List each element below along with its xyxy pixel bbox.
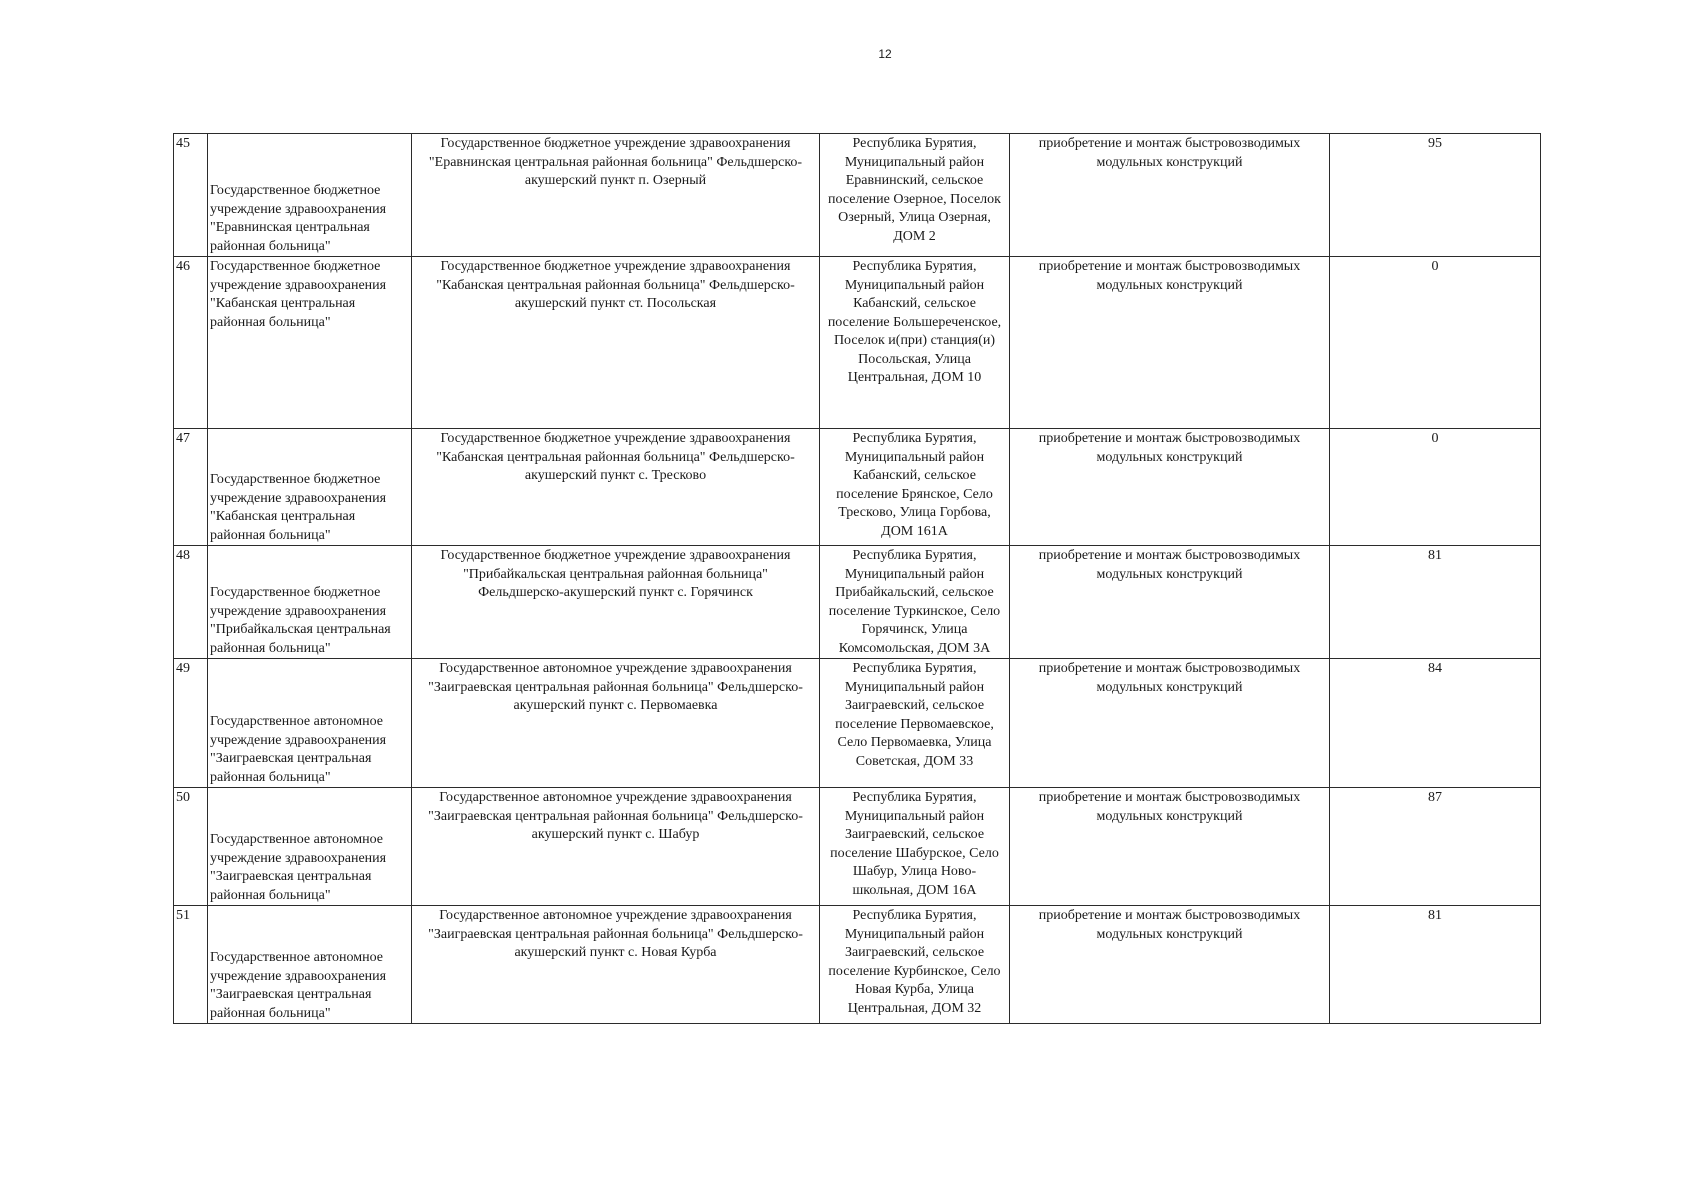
facility-cell (412, 257, 820, 429)
organization-text: Государственное бюджетное учреждение здравоохранения "Кабанская центральная районная больница" (210, 472, 387, 543)
organization-text: Государственное автономное учреждение здравоохранения "Заиграевская центральная районная больница" (210, 714, 387, 785)
address-cell (820, 546, 1010, 659)
address-cell (820, 134, 1010, 257)
address-cell (820, 429, 1010, 546)
work-type-cell (1010, 134, 1330, 257)
facility-text: Государственное бюджетное учреждение здравоохранения "Кабанская центральная районная больница" Фельдшерско- акушерский пункт с. Тресково (436, 431, 795, 483)
value-cell: 81 (1330, 906, 1541, 1024)
table-row (174, 546, 1541, 659)
row-number-cell: 46 (174, 257, 208, 429)
address-text: Республика Бурятия, Муниципальный район Заиграевский, сельское поселение Первомаевское, Село Первомаевка, Улица Советская, ДОМ 33 (835, 661, 994, 769)
facility-text: Государственное автономное учреждение здравоохранения "Заиграевская центральная районная больница" Фельдшерско- акушерский пункт с. Шабур (428, 790, 803, 842)
facility-text: Государственное бюджетное учреждение здравоохранения "Кабанская центральная районная больница" Фельдшерско- акушерский пункт ст. Посольская (436, 259, 795, 311)
row-number-cell: 50 (174, 788, 208, 906)
table-row (174, 429, 1541, 546)
facilities-table (173, 133, 1541, 1024)
work-type-text: приобретение и монтаж быстровозводимых модульных конструкций (1038, 431, 1301, 465)
work-type-cell (1010, 788, 1330, 906)
organization-cell (208, 659, 412, 788)
row-number-cell: 45 (174, 134, 208, 257)
organization-text: Государственное бюджетное учреждение здравоохранения "Кабанская центральная районная больница" (210, 259, 387, 330)
row-number-cell: 51 (174, 906, 208, 1024)
address-text: Республика Бурятия, Муниципальный район Кабанский, сельское поселение Большереченское, Поселок и(при) станция(и) Посольская, Улица Центральная, ДОМ 10 (827, 259, 1002, 385)
work-type-text: приобретение и монтаж быстровозводимых модульных конструкций (1038, 548, 1301, 582)
address-text: Республика Бурятия, Муниципальный район Заиграевский, сельское поселение Шабурское, Село Шабур, Улица Ново- школьная, ДОМ 16А (830, 790, 999, 898)
value-cell: 81 (1330, 546, 1541, 659)
value-cell: 95 (1330, 134, 1541, 257)
row-number-cell: 47 (174, 429, 208, 546)
organization-cell (208, 429, 412, 546)
table-row (174, 788, 1541, 906)
value-cell: 84 (1330, 659, 1541, 788)
facility-cell (412, 906, 820, 1024)
table-row (174, 134, 1541, 257)
facility-text: Государственное автономное учреждение здравоохранения "Заиграевская центральная районная больница" Фельдшерско- акушерский пункт с. Первомаевка (428, 661, 803, 713)
row-number-cell: 49 (174, 659, 208, 788)
facility-cell (412, 429, 820, 546)
facility-text: Государственное бюджетное учреждение здравоохранения "Еравнинская центральная районная больница" Фельдшерско- акушерский пункт п. Озерный (428, 136, 803, 188)
organization-cell (208, 134, 412, 257)
address-cell (820, 659, 1010, 788)
facility-cell (412, 659, 820, 788)
address-text: Республика Бурятия, Муниципальный район Кабанский, сельское поселение Брянское, Село Тресково, Улица Горбова, ДОМ 161А (836, 431, 993, 539)
facility-cell (412, 546, 820, 659)
page-number: 12 (878, 47, 892, 61)
table-row (174, 659, 1541, 788)
organization-text: Государственное бюджетное учреждение здравоохранения "Еравнинская центральная районная больница" (210, 183, 387, 254)
value-cell: 87 (1330, 788, 1541, 906)
organization-text: Государственное автономное учреждение здравоохранения "Заиграевская центральная районная больница" (210, 832, 387, 903)
organization-cell (208, 257, 412, 429)
address-text: Республика Бурятия, Муниципальный район Еравнинский, сельское поселение Озерное, Поселок Озерный, Улица Озерная, ДОМ 2 (828, 136, 1001, 244)
value-cell: 0 (1330, 429, 1541, 546)
address-text: Республика Бурятия, Муниципальный район Прибайкальский, сельское поселение Туркинское, Село Горячинск, Улица Комсомольская, ДОМ 3А (828, 548, 1001, 656)
work-type-text: приобретение и монтаж быстровозводимых модульных конструкций (1038, 790, 1301, 824)
address-cell (820, 906, 1010, 1024)
work-type-cell (1010, 659, 1330, 788)
facility-cell (412, 788, 820, 906)
work-type-cell (1010, 906, 1330, 1024)
work-type-cell (1010, 429, 1330, 546)
work-type-text: приобретение и монтаж быстровозводимых модульных конструкций (1038, 136, 1301, 170)
organization-cell (208, 906, 412, 1024)
organization-text: Государственное автономное учреждение здравоохранения "Заиграевская центральная районная больница" (210, 950, 387, 1021)
facility-cell (412, 134, 820, 257)
address-cell (820, 257, 1010, 429)
facility-text: Государственное автономное учреждение здравоохранения "Заиграевская центральная районная больница" Фельдшерско- акушерский пункт с. Новая Курба (428, 908, 803, 960)
organization-cell (208, 546, 412, 659)
table-row (174, 906, 1541, 1024)
work-type-text: приобретение и монтаж быстровозводимых модульных конструкций (1038, 908, 1301, 942)
address-text: Республика Бурятия, Муниципальный район Заиграевский, сельское поселение Курбинское, Село Новая Курба, Улица Центральная, ДОМ 32 (828, 908, 1001, 1016)
table-row (174, 257, 1541, 429)
organization-text: Государственное бюджетное учреждение здравоохранения "Прибайкальская центральная районная больница" (210, 585, 391, 656)
address-cell (820, 788, 1010, 906)
work-type-cell (1010, 257, 1330, 429)
value-cell: 0 (1330, 257, 1541, 429)
row-number-cell: 48 (174, 546, 208, 659)
work-type-text: приобретение и монтаж быстровозводимых модульных конструкций (1038, 259, 1301, 293)
work-type-cell (1010, 546, 1330, 659)
facility-text: Государственное бюджетное учреждение здравоохранения "Прибайкальская центральная районная больница" Фельдшерско-акушерский пункт с. Горячинск (440, 548, 791, 600)
organization-cell (208, 788, 412, 906)
work-type-text: приобретение и монтаж быстровозводимых модульных конструкций (1038, 661, 1301, 695)
